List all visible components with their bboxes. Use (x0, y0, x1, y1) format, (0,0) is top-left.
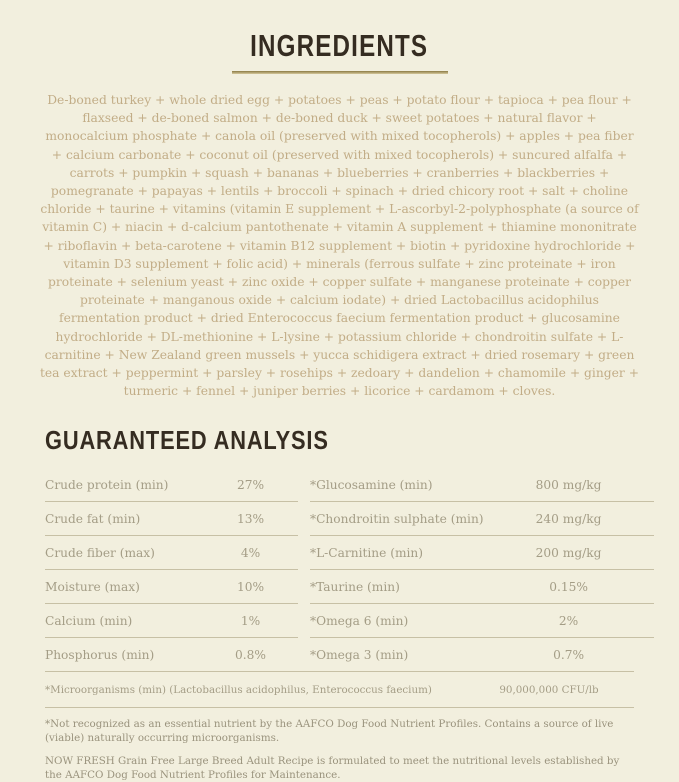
table-row (310, 604, 654, 638)
table-row (310, 536, 654, 570)
ingredients-header (45, 28, 634, 74)
table-row (45, 570, 298, 604)
analysis-value: 800 mg/kg (535, 477, 602, 492)
analysis-value: 27% (236, 477, 265, 492)
analysis-value: 240 mg/kg (535, 511, 602, 526)
analysis-value: 10% (236, 579, 265, 594)
analysis-label: Calcium (min) (45, 613, 133, 628)
analysis-label: *Omega 3 (min) (310, 647, 409, 662)
analysis-label: *Microorganisms (min) (Lactobacillus acidophilus, Enterococcus faecium) (45, 683, 432, 696)
analysis-label: *Glucosamine (min) (310, 477, 433, 492)
analysis-value: 200 mg/kg (535, 545, 602, 560)
analysis-value: 13% (236, 511, 265, 526)
table-row (45, 536, 298, 570)
table-row (310, 638, 654, 671)
analysis-value: 2% (558, 613, 579, 628)
analysis-label: *Chondroitin sulphate (min) (310, 511, 484, 526)
analysis-label: *Taurine (min) (310, 579, 400, 594)
footnote-essential-nutrient: *Not recognized as an essential nutrient by the AAFCO Dog Food Nutrient Profiles. Contains a source of live (viable) naturally occurring microorganisms. (45, 718, 614, 744)
analysis-label: Crude protein (min) (45, 477, 169, 492)
title-underline (232, 71, 448, 74)
analysis-value: 0.7% (553, 647, 585, 662)
table-row (45, 502, 298, 536)
analysis-value: 1% (240, 613, 261, 628)
microorganisms-row (45, 671, 634, 708)
analysis-label: Phosphorus (min) (45, 647, 155, 662)
analysis-right-column (310, 468, 654, 671)
analysis-value: 0.15% (549, 579, 588, 594)
table-row (310, 570, 654, 604)
ingredients-text: De-boned turkey + whole dried egg + potatoes + peas + potato flour + tapioca + pea flour + flaxseed + de-boned salmon + de-boned duck + sweet potatoes + natural flavor + monocalcium phosphate + canola oil (preserved with mixed tocopherols) + apples + pea fiber + calcium carbonate + coconut oil (preserved with mixed tocopherols) + suncured alfalfa + carrots + pumpkin + squash + bananas + blueberries + cranberries + blackberries + pomegranate + papayas + lentils + broccoli + spinach + dried chicory root + salt + choline chloride + taurine + vitamins (vitamin E supplement + L-ascorbyl-2-polyphosphate (a source of vitamin C) + niacin + d-calcium pantothenate + vitamin A supplement + thiamine mononitrate + riboflavin + beta-carotene + vitamin B12 supplement + biotin + pyridoxine hydrochloride + vitamin D3 supplement + folic acid) + minerals (ferrous sulfate + zinc proteinate + iron proteinate + selenium yeast + zinc oxide + copper sulfate + manganese proteinate + copper proteinate + manganous oxide + calcium iodate) + dried Lactobacillus acidophilus fermentation product + dried Enterococcus faecium fermentation product + glucosamine hydrochloride + DL-methionine + L-lysine + potassium chloride + chondroitin sulfate + L-carnitine + New Zealand green mussels + yucca schidigera extract + dried rosemary + green tea extract + peppermint + parsley + rosehips + zedoary + dandelion + chamomile + ginger + turmeric + fennel + juniper berries + licorice + cardamom + cloves. (39, 93, 640, 399)
guaranteed-analysis-title: GUARANTEED ANALYSIS (45, 425, 329, 456)
table-row (45, 638, 298, 671)
analysis-value: 90,000,000 CFU/lb (499, 683, 599, 696)
analysis-value: 4% (240, 545, 261, 560)
analysis-label: Crude fiber (max) (45, 545, 155, 560)
ingredients-title: INGREDIENTS (250, 28, 429, 63)
guaranteed-analysis-table (45, 468, 634, 671)
analysis-label: Crude fat (min) (45, 511, 141, 526)
analysis-value: 0.8% (235, 647, 266, 662)
analysis-label: Moisture (max) (45, 579, 140, 594)
analysis-label: *L-Carnitine (min) (310, 545, 424, 560)
analysis-label: *Omega 6 (min) (310, 613, 409, 628)
table-row (45, 468, 298, 502)
table-row (310, 502, 654, 536)
analysis-left-column (45, 468, 298, 671)
table-row (310, 468, 654, 502)
table-row (45, 604, 298, 638)
footnote-aafco-statement: NOW FRESH Grain Free Large Breed Adult Recipe is formulated to meet the nutritional levels established by the AAFCO Dog Food Nutrient Profiles for Maintenance. (45, 755, 620, 781)
